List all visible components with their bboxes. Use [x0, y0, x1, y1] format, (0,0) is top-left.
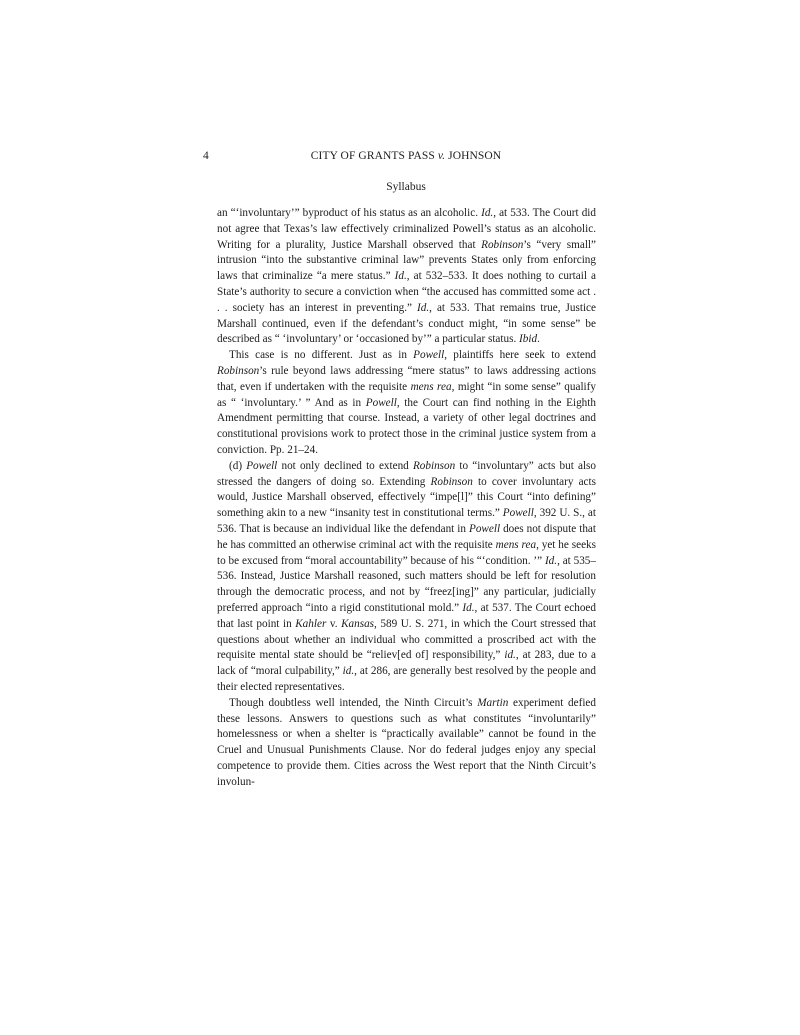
text-run: , plaintiffs here seek to extend	[444, 349, 597, 362]
italic-run: Id.	[481, 207, 494, 219]
italic-run: Robinson	[430, 475, 473, 488]
italic-run: Id.	[417, 301, 430, 314]
text-run: to “involuntary” acts but also stressed the dangers of doing so. Extending	[217, 459, 597, 488]
text-run: experiment defied these lessons. Answers to questions such as what constitutes “involuntarily” homelessness or when a shelter is “practically available” cannot be found in the Cruel and Unusual Punishments Clause. Nor do federal judges enjoy any special competence to provide them. Cities across the West report that the Ninth Circuit’s involun-	[217, 696, 596, 788]
text-run: Though doubtless well intended, the Ninth Circuit’s	[229, 696, 478, 709]
text-run: (d)	[229, 459, 247, 472]
text-run: does not dispute that he has committed an otherwise criminal act with the requisite	[217, 522, 597, 551]
text-run: , at 533. The Court did not agree that Texas’s law effectively criminalized Powell’s status as an alcoholic. Writing for a plurality, Justice Marshall observed that	[217, 207, 597, 251]
syllabus-body	[217, 206, 596, 790]
running-head	[217, 150, 595, 162]
text-run: , might “in some sense” qualify as “ ‘involuntary.’ ” And as in	[217, 380, 596, 409]
text-run: ’s “very small” intrusion “into the substantive criminal law” prevents States only from enforcing laws that criminalize “a mere status.”	[217, 238, 596, 283]
italic-run: Robinson	[481, 238, 524, 251]
text-run: , yet he seeks to be excused from “moral accountability” because of his “‘condition. ’”	[217, 538, 596, 567]
italic-run: Powell	[246, 459, 278, 472]
paragraph	[217, 459, 596, 696]
text-run: .	[537, 333, 540, 346]
text-run: , 589 U. S. 271, in which the Court stressed that questions about whether an individual who committed a proscribed act with the requisite mental state should be “reliev[ed of] responsibility,”	[217, 617, 596, 662]
italic-run: Ibid	[519, 333, 538, 346]
italic-run: Id.	[462, 601, 475, 614]
text-run: , at 533. That remains true, Justice Marshall continued, even if the defendant’s conduct might, “in some sense” be described as “ ‘involuntary’ or ‘occasioned by’” a particular status.	[217, 301, 596, 346]
text-run: , at 535–536. Instead, Justice Marshall reasoned, such matters should be left for resolution through the democratic process, and not by “freez[ing]” any particular, judicially preferred approach “into a rigid constitutional mold.”	[217, 554, 596, 614]
paragraph	[217, 206, 596, 348]
italic-run: Martin	[477, 696, 509, 709]
italic-run: Powell	[365, 396, 397, 409]
italic-run: Powell	[413, 349, 445, 362]
paragraph	[217, 348, 596, 459]
running-head-versus: v.	[437, 150, 446, 162]
paragraph	[217, 696, 596, 791]
text-run: , 392 U. S., at 536. That is because an individual like the defendant in	[217, 507, 596, 535]
text-run: ’s rule beyond laws addressing “mere status” to laws addressing actions that, even if undertaken with the requisite	[217, 364, 596, 393]
italic-run: Kansas	[341, 617, 375, 630]
text-run: v.	[326, 617, 342, 630]
italic-run: Id.	[544, 554, 558, 567]
italic-run: Kahler	[295, 617, 327, 630]
text-run: , the Court can find nothing in the Eighth Amendment permitting that course. Instead, a variety of other legal doctrines and constitutional provisions work to protect those in the criminal justice system from a conviction. Pp. 21–24.	[217, 396, 596, 456]
text-run: , at 286, are generally best resolved by the people and their elected representatives.	[217, 665, 596, 693]
italic-run: id.	[342, 665, 355, 678]
text-run: , at 283, due to a lack of “moral culpability,”	[217, 649, 596, 678]
italic-run: Powell	[502, 507, 534, 520]
italic-run: mens rea	[410, 380, 452, 393]
italic-run: Powell	[469, 522, 501, 535]
text-run: to cover involuntary acts would, Justice Marshall observed, effectively “impe[l]” this Court “into defining” something akin to a new “insanity test in constitutional terms.”	[217, 475, 596, 520]
page-number: 4	[203, 150, 209, 162]
running-head-title-a: CITY OF GRANTS PASS	[310, 150, 438, 162]
italic-run: Robinson	[412, 459, 456, 472]
italic-run: mens rea	[495, 538, 537, 551]
running-head-title-b: JOHNSON	[445, 150, 502, 162]
italic-run: Id.	[394, 270, 407, 283]
section-label: Syllabus	[386, 181, 426, 193]
text-run: , at 532–533. It does nothing to curtail a State’s authority to secure a conviction when “the accused has committed some act . . . society has an interest in preventing.”	[217, 270, 596, 314]
text-run: This case is no different. Just as in	[229, 349, 414, 362]
text-run: not only declined to extend	[277, 459, 413, 472]
text-run: an “‘involuntary’” byproduct of his status as an alcoholic.	[217, 207, 482, 219]
text-run: , at 537. The Court echoed that last point in	[217, 601, 596, 630]
italic-run: Robinson	[217, 364, 260, 377]
italic-run: id.	[504, 649, 516, 662]
